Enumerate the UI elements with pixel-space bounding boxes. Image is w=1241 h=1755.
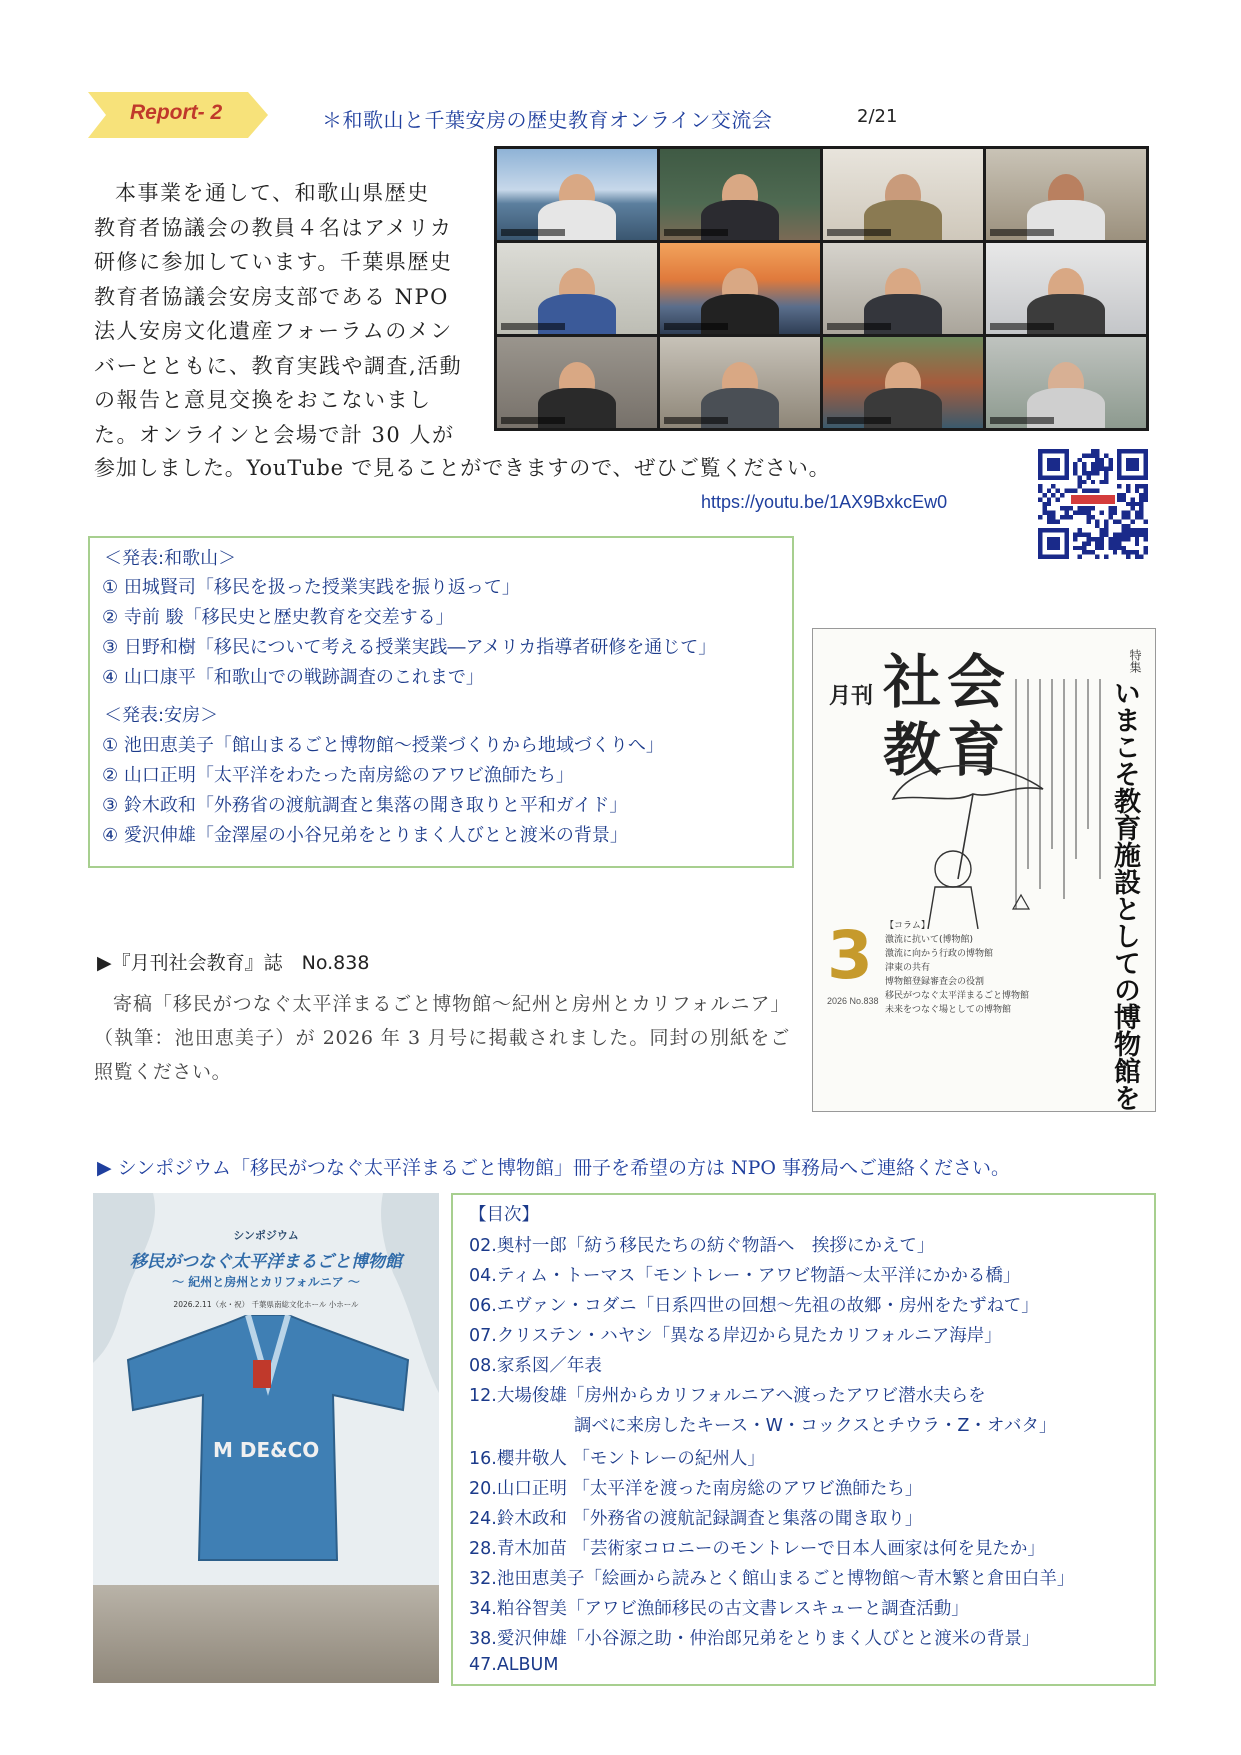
symposium-booklet-cover — [93, 1193, 439, 1683]
toc-item: 34.粕谷智美「アワビ漁師移民の古文書レスキューと調査活動」 — [469, 1599, 969, 1619]
magazine-headline: いまこそ教育施設としての博物館を — [1109, 679, 1140, 1111]
intro-line: バーとともに、教育実践や調査,活動 — [94, 353, 463, 378]
magazine-issue-number: 3 — [827, 917, 873, 994]
intro-line: 教育者協議会の教員４名はアメリカ — [94, 215, 453, 240]
toc-item: 02.奥村一郎「紡う移民たちの紡ぐ物語へ 挨拶にかえて」 — [469, 1236, 935, 1256]
presentation-item: ③ 鈴木政和「外務省の渡航調査と集落の聞き取りと平和ガイド」 — [102, 795, 628, 816]
toc-item: 28.青木加苗 「芸術家コロニーのモントレーで日本人画家は何を見たか」 — [469, 1539, 1045, 1559]
participant-tile — [823, 243, 983, 334]
magazine-column-list — [885, 919, 1029, 1017]
toc-heading: 【目次】 — [469, 1205, 539, 1225]
presentation-item: ② 寺前 駿「移民史と歴史教育を交差する」 — [102, 607, 454, 628]
intro-line: 教育者協議会安房支部である NPO — [94, 284, 449, 309]
toc-item: 24.鈴木政和 「外務省の渡航記録調査と集落の聞き取り」 — [469, 1509, 923, 1529]
toc-item: 12.大場俊雄「房州からカリフォルニアへ渡ったアワビ潜水夫らを — [469, 1386, 986, 1406]
youtube-link[interactable]: https://youtu.be/1AX9BxkcEw0 — [701, 492, 948, 512]
participant-tile — [497, 149, 657, 240]
intro-line: 法人安房文化遺産フォーラムのメン — [94, 319, 453, 343]
toc-item: 調べに来房したキース・W・コックスとチウラ・Z・オバタ」 — [469, 1416, 1057, 1436]
page-title: ＊和歌山と千葉安房の歴史教育オンライン交流会 — [322, 108, 773, 132]
participant-tile — [986, 337, 1146, 428]
magazine-issue-small: 2026 No.838 — [827, 996, 879, 1006]
toc-item: 08.家系図／年表 — [469, 1356, 602, 1376]
magazine-column-item: 激流に抗いて(博物館) — [885, 935, 974, 945]
presentation-item: ② 山口正明「太平洋をわたった南房総のアワビ漁師たち」 — [102, 765, 574, 786]
toc-item: 47.ALBUM — [469, 1655, 559, 1675]
participant-tile — [497, 337, 657, 428]
magazine-column-item: 博物館登録審査会の役割 — [885, 977, 985, 987]
booklet-kicker: シンポジウム — [233, 1229, 299, 1242]
magazine-column-item: 未来をつなぐ場としての博物館 — [885, 1005, 1012, 1015]
magazine-column-item: 津東の共有 — [885, 963, 931, 973]
magazine-gekkan: 月刊 — [829, 684, 874, 709]
symposium-title: ▶ シンポジウム「移民がつなぐ太平洋まるごと博物館」冊子を希望の方は NPO 事務局へご連絡ください。 — [97, 1157, 1011, 1179]
presentation-item: ④ 愛沢伸雄「金澤屋の小谷兄弟をとりまく人びとと渡米の背景」 — [102, 825, 628, 846]
intro-line: の報告と意見交換をおこないまし — [94, 388, 432, 412]
participant-tile — [660, 149, 820, 240]
participant-tile — [823, 337, 983, 428]
booklet-group-photo — [93, 1585, 439, 1683]
report-label: Report- 2 — [130, 101, 223, 124]
awa-heading: ＜発表:安房＞ — [104, 705, 219, 726]
intro-line: 研修に参加しています。千葉県歴史 — [94, 250, 453, 274]
participant-tile — [986, 243, 1146, 334]
presentation-list — [88, 536, 794, 868]
magazine-tokushu: 特集 — [1128, 649, 1142, 673]
magazine-cover — [812, 628, 1156, 1112]
presentation-item: ① 池田恵美子「館山まるごと博物館～授業づくりから地域づくりへ」 — [102, 735, 664, 756]
presentation-item: ③ 日野和樹「移民について考える授業実践―アメリカ指導者研修を通じて」 — [102, 637, 717, 658]
participant-tile — [660, 243, 820, 334]
child-with-leaf-illustration — [873, 759, 1053, 929]
magazine-column-item: 移民がつなぐ太平洋まるごと博物館 — [885, 991, 1030, 1001]
presentation-item: ① 田城賢司「移民を扱った授業実践を振り返って」 — [102, 577, 520, 598]
magazine-title-2: 教育 — [883, 716, 1012, 784]
intro-paragraph — [94, 176, 474, 452]
toc-item: 07.クリステン・ハヤシ「異なる岸辺から見たカリフォルニア海岸」 — [469, 1326, 1002, 1346]
magazine-column-item: 激流に向かう行政の博物館 — [885, 949, 994, 959]
participant-tile — [660, 337, 820, 428]
magazine-column-heading: 【コラム】 — [885, 921, 930, 931]
intro-tail: 参加しました。YouTube で見ることができますので、ぜひご覧ください。 — [94, 456, 831, 480]
event-date: 2/21 — [857, 106, 898, 127]
participant-tile — [986, 149, 1146, 240]
article-body: 寄稿「移民がつなぐ太平洋まるごと博物館～紀州と房州とカリフォルニア」（執筆：池田恵美子）が 2026 年 3 月号に掲載されました。同封の別紙をご照覧ください。 — [94, 993, 790, 1083]
magazine-title-1: 社会 — [883, 648, 1012, 716]
intro-line: 本事業を通して、和歌山県歴史 — [115, 181, 430, 205]
video-conference-screenshot — [494, 146, 1149, 431]
toc-item: 20.山口正明 「太平洋を渡った南房総のアワビ漁師たち」 — [469, 1479, 923, 1499]
table-of-contents — [451, 1193, 1156, 1686]
booklet-event-line: 2026.2.11（水・祝） 千葉県南総文化ホール 小ホール — [173, 1300, 359, 1309]
toc-item: 06.エヴァン・コダニ「日系四世の回想～先祖の故郷・房州をたずねて」 — [469, 1296, 1039, 1316]
toc-item: 16.櫻井敬人 「モントレーの紀州人」 — [469, 1449, 765, 1469]
booklet-subtitle: ～ 紀州と房州とカリフォルニア ～ — [172, 1275, 360, 1289]
participant-tile — [823, 149, 983, 240]
toc-item: 04.ティム・トーマス「モントレー・アワビ物語～太平洋にかかる橋」 — [469, 1266, 1021, 1286]
booklet-title: 移民がつなぐ太平洋まるごと博物館 — [130, 1252, 402, 1272]
toc-item: 38.愛沢伸雄「小谷源之助・仲治郎兄弟をとりまく人びとと渡米の背景」 — [469, 1629, 1040, 1649]
toc-item: 32.池田恵美子「絵画から読みとく館山まるごと博物館～青木繁と倉田白羊」 — [469, 1569, 1075, 1589]
intro-line: た。オンラインと会場で計 30 人が — [94, 422, 455, 447]
presentation-item: ④ 山口康平「和歌山での戦跡調査のこれまで」 — [102, 667, 484, 688]
qr-code[interactable] — [1038, 449, 1148, 559]
wakayama-heading: ＜発表:和歌山＞ — [104, 548, 237, 569]
article-title: ▶『月刊社会教育』誌 No.838 — [97, 952, 370, 974]
kimono-text: M DE&CO — [213, 1438, 320, 1462]
participant-tile — [497, 243, 657, 334]
